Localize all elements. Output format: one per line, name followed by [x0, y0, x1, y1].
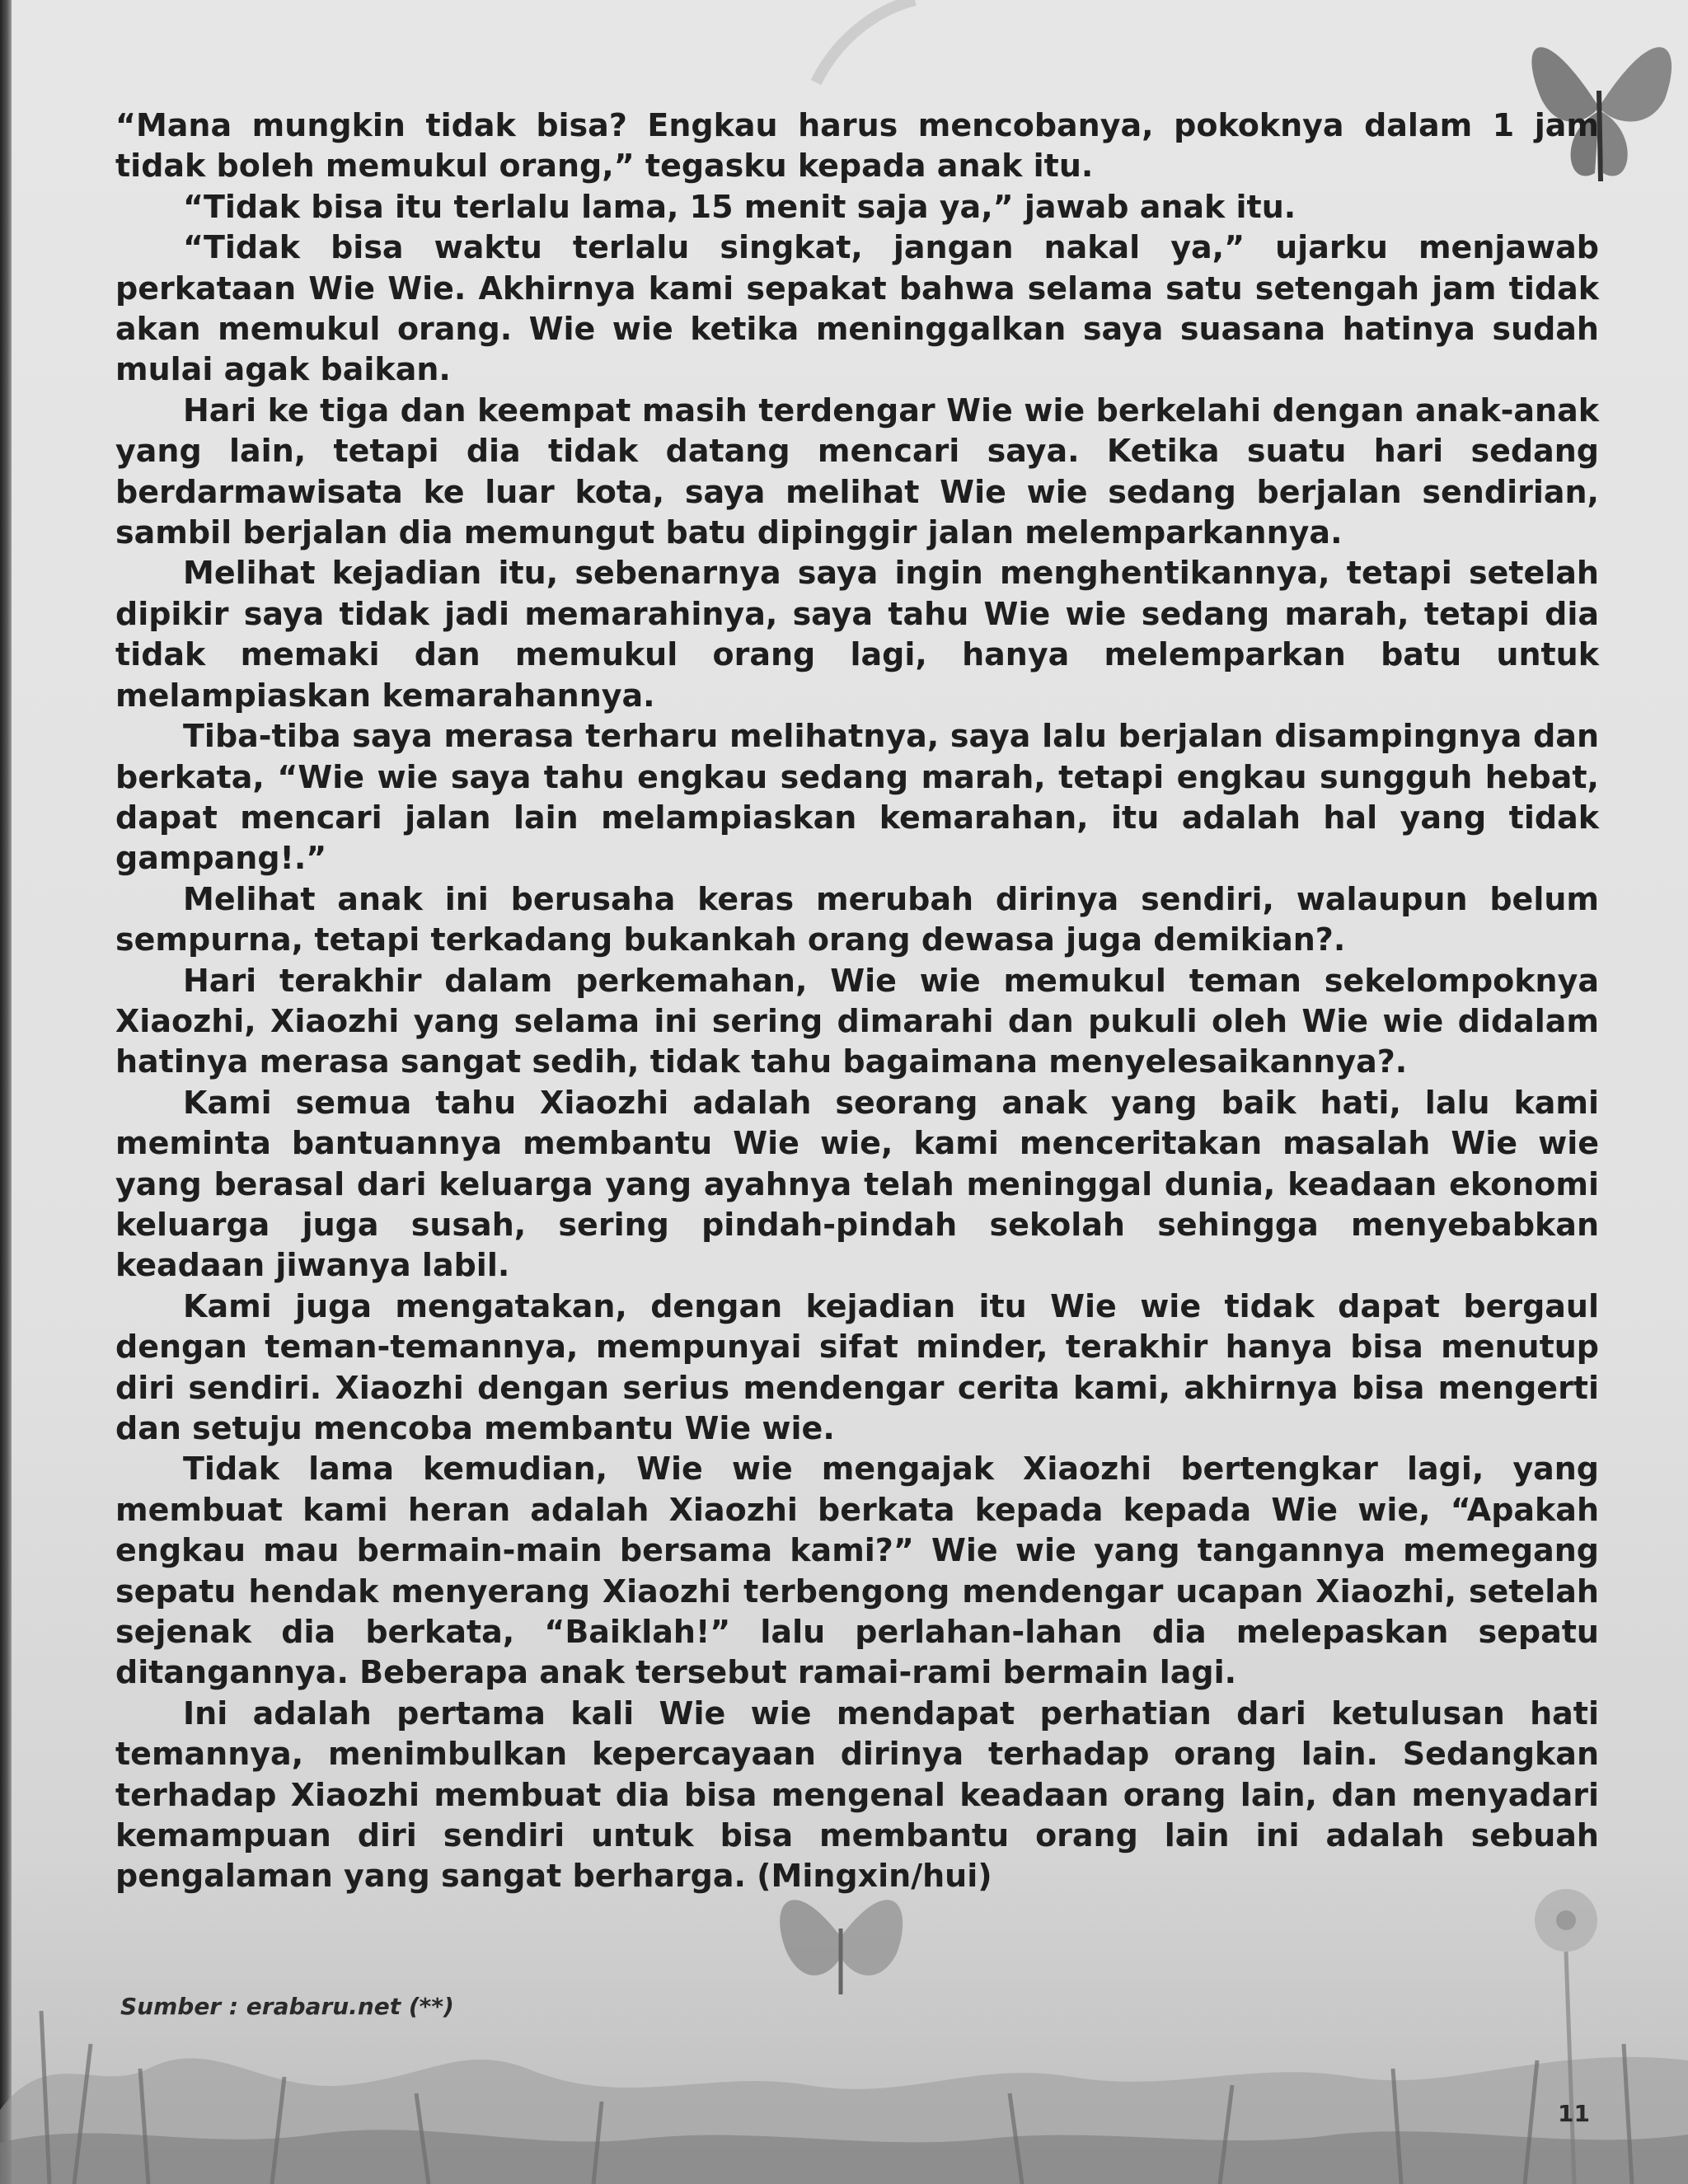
paragraph: “Tidak bisa waktu terlalu singkat, jangan nakal ya,” ujarku menjawab perkataan Wie Wie. Akhirnya kami sepakat bahwa selama satu setengah jam tidak akan memukul orang. Wie wie ketika meninggalkan saya suasana hatinya sudah mulai agak baikan. [115, 229, 1599, 388]
swoosh-decoration [808, 0, 923, 91]
paragraph: “Tidak bisa itu terlalu lama, 15 menit saja ya,” jawab anak itu. [183, 188, 1296, 225]
page-number: 11 [1558, 2100, 1590, 2127]
paragraph: Kami juga mengatakan, dengan kejadian itu Wie wie tidak dapat bergaul dengan teman-temannya, mempunyai sifat minder, terakhir hanya bisa menutup diri sendiri. Xiaozhi dengan serius mendengar cerita kami, akhirnya bisa mengerti dan setuju mencoba membantu Wie wie. [115, 1287, 1599, 1446]
paragraph: Tiba-tiba saya merasa terharu melihatnya, saya lalu berjalan disampingnya dan berkata, “Wie wie saya tahu engkau sedang marah, tetapi engkau sungguh hebat, dapat mencari jalan lain melampiaskan kemarahan, itu adalah hal yang tidak gampang!.” [115, 718, 1599, 877]
article-body [115, 105, 1599, 1897]
paragraph: Hari terakhir dalam perkemahan, Wie wie memukul teman sekelompoknya Xiaozhi, Xiaozhi yang selama ini sering dimarahi dan pukuli oleh Wie wie didalam hatinya merasa sangat sedih, tidak tahu bagaimana menyelesaikannya?. [115, 962, 1599, 1080]
paragraph: Melihat kejadian itu, sebenarnya saya ingin menghentikannya, tetapi setelah dipikir saya tidak jadi memarahinya, saya tahu Wie wie sedang marah, tetapi dia tidak memaki dan memukul orang lagi, hanya melemparkan batu untuk melampiaskan kemarahannya. [115, 555, 1599, 714]
paragraph: Kami semua tahu Xiaozhi adalah seorang anak yang baik hati, lalu kami meminta bantuannya membantu Wie wie, kami menceritakan masalah Wie wie yang berasal dari keluarga yang ayahnya telah meninggal dunia, keadaan ekonomi keluarga juga susah, sering pindah-pindah sekolah sehingga menyebabkan keadaan jiwanya labil. [115, 1084, 1599, 1284]
paragraph: Hari ke tiga dan keempat masih terdengar Wie wie berkelahi dengan anak-anak yang lain, tetapi dia tidak datang mencari saya. Ketika suatu hari sedang berdarmawisata ke luar kota, saya melihat Wie wie sedang berjalan sendirian, sambil berjalan dia memungut batu dipinggir jalan melemparkannya. [115, 391, 1599, 551]
paragraph: Melihat anak ini berusaha keras merubah dirinya sendiri, walaupun belum sempurna, tetapi terkadang bukankah orang dewasa juga demikian?. [115, 880, 1599, 958]
paragraph: Tidak lama kemudian, Wie wie mengajak Xiaozhi bertengkar lagi, yang membuat kami heran adalah Xiaozhi berkata kepada kepada Wie wie, “Apakah engkau mau bermain-main bersama kami?” Wie wie yang tangannya memegang sepatu hendak menyerang Xiaozhi terbengong mendengar ucapan Xiaozhi, setelah sejenak dia berkata, “Baiklah!” lalu perlahan-lahan dia melepaskan sepatu ditangannya. Beberapa anak tersebut ramai-rami bermain lagi. [115, 1451, 1599, 1691]
paragraph: Ini adalah pertama kali Wie wie mendapat perhatian dari ketulusan hati temannya, menimbulkan kepercayaan dirinya terhadap orang lain. Sedangkan terhadap Xiaozhi membuat dia bisa mengenal keadaan orang lain, dan menyadari kemampuan diri sendiri untuk bisa membantu orang lain ini adalah sebuah pengalaman yang sangat berharga. (Mingxin/hui) [115, 1694, 1599, 1895]
paragraph: “Mana mungkin tidak bisa? Engkau harus mencobanya, pokoknya dalam 1 jam tidak boleh memukul orang,” tegasku kepada anak itu. [115, 107, 1599, 185]
source-credit: Sumber : erabaru.net (**) [120, 1993, 454, 2020]
